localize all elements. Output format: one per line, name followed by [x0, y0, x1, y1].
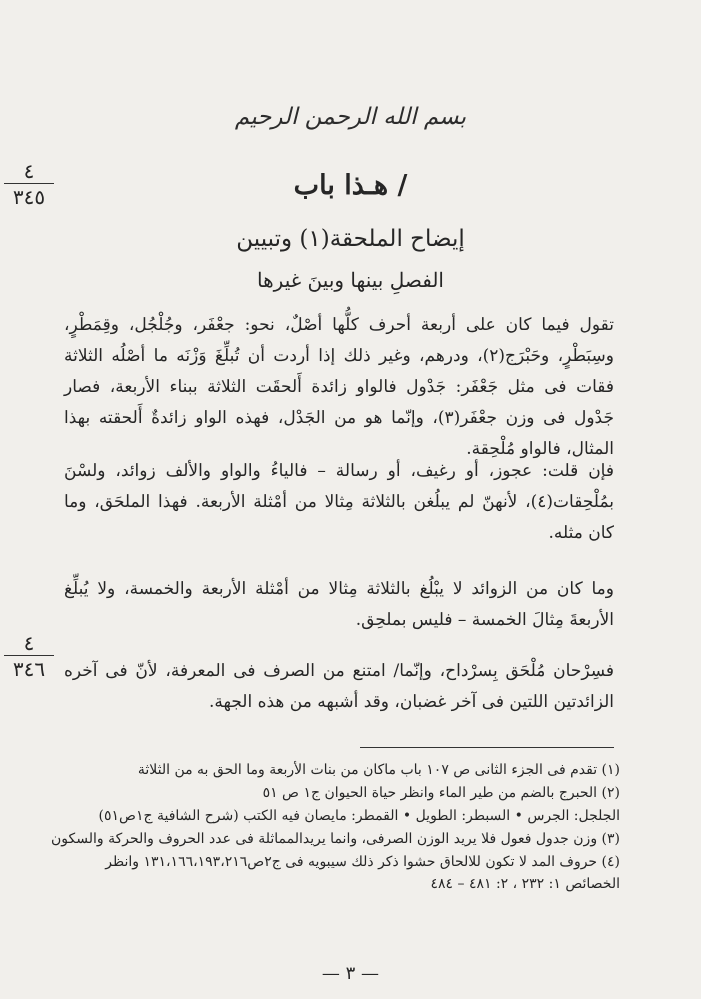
footnote: الجلجل: الجرس • السبطر: الطويل • القمطر: مايصان فيه الكتب (شرح الشافية ج١ص٥١)	[98, 808, 620, 824]
body-paragraph-1	[64, 310, 614, 465]
chapter-subtitle: إيضاح الملحقة(١) وتبيين	[236, 226, 465, 252]
footnote: (٣) وزن جدول فعول فلا يريد الوزن الصرفى، وانما يريدالمماثلة فى عدد الحروف والحركة والسكون	[50, 831, 620, 847]
paragraph-text: فسِرْحان مُلْحَق بِسرْداح، وإنّما/ امتنع من الصرف فى المعرفة، لأنّ فى آخره الزائدتين اللتين فى آخر غضبان، وقد أشبهه من هذه الجهة.	[64, 661, 614, 712]
paragraph-text: فإن قلت: عجوز، أو رغيف، أو رسالة – فالياءُ والواو والألف زوائد، ولسْنَ بمُلْحِقات(٤)، لأنهنّ لم يبلُغن بالثلاثة مِثالا من أمْثلة الأربعة. فهذا الملحَق، وما كان مثله.	[64, 461, 614, 543]
chapter-heading: / هـذا باب	[293, 170, 408, 201]
footnotes	[48, 759, 620, 896]
paragraph-text: وما كان من الزوائد لا يبْلُغ بالثلاثة مِثالا من أمْثلة الأربعة والخمسة، ولا يُبلِّغ الأربعةَ مِثالَ الخمسة – فليس بملحِق.	[64, 579, 614, 630]
footnote-divider	[360, 747, 614, 748]
chapter-subtitle-line-2: الفصلِ بينها وبينَ غيرها	[257, 268, 444, 292]
footnote: (٤) حروف المد لا تكون للالحاق حشوا ذكر ذلك سيبويه فى ج٢ص١٣١،١٦٦،١٩٣،٢١٦ وانظر الخصائص ١: ٢٣٢ ، ٢: ٤٨١ – ٤٨٤	[105, 854, 620, 892]
margin-ref-volume: ٤	[4, 160, 54, 184]
body-paragraph-4	[64, 656, 614, 718]
body-paragraph-2	[64, 456, 614, 549]
basmala: بسم الله الرحمن الرحيم	[234, 104, 467, 130]
body-paragraph-3	[64, 574, 614, 636]
margin-ref-page: ٣٤٥	[12, 185, 46, 209]
margin-page-reference	[4, 632, 54, 680]
footnote: (٢) الحبرج بالضم من طير الماء وانظر حياة الحيوان ج١ ص ٥١	[262, 785, 620, 801]
margin-ref-volume: ٤	[4, 632, 54, 656]
page-number: — ٣ —	[321, 963, 380, 984]
paragraph-text: تقول فيما كان على أربعة أحرف كلُّها أصْلٌ، نحو: جعْفَر، وجُلْجُل، وقِمَطْرٍ، وسِبَطْرٍ، وحَبْرَج(٢)، ودرهم، وغير ذلك إذا أردت أن تُبلِّغَ وَزْنَه ما أصْلُه الثلاثة فقات فى مثل جَعْفَر: جَدْول فالواو زائدة أَلحقَت الثلاثة ببناء الأربعة، فصار جَدْول فى وزن جعْفَر(٣)، وإنّما هو من الجَدْل، فهذه الواو زائدةٌ أَلحقته بهذا المثال، فالواو مُلْحِقة.	[64, 315, 614, 459]
margin-ref-page: ٣٤٦	[12, 657, 46, 681]
footnote: (١) تقدم فى الجزء الثانى ص ١٠٧ باب ماكان من بنات الأربعة وما الحق به من الثلاثة	[137, 762, 620, 778]
